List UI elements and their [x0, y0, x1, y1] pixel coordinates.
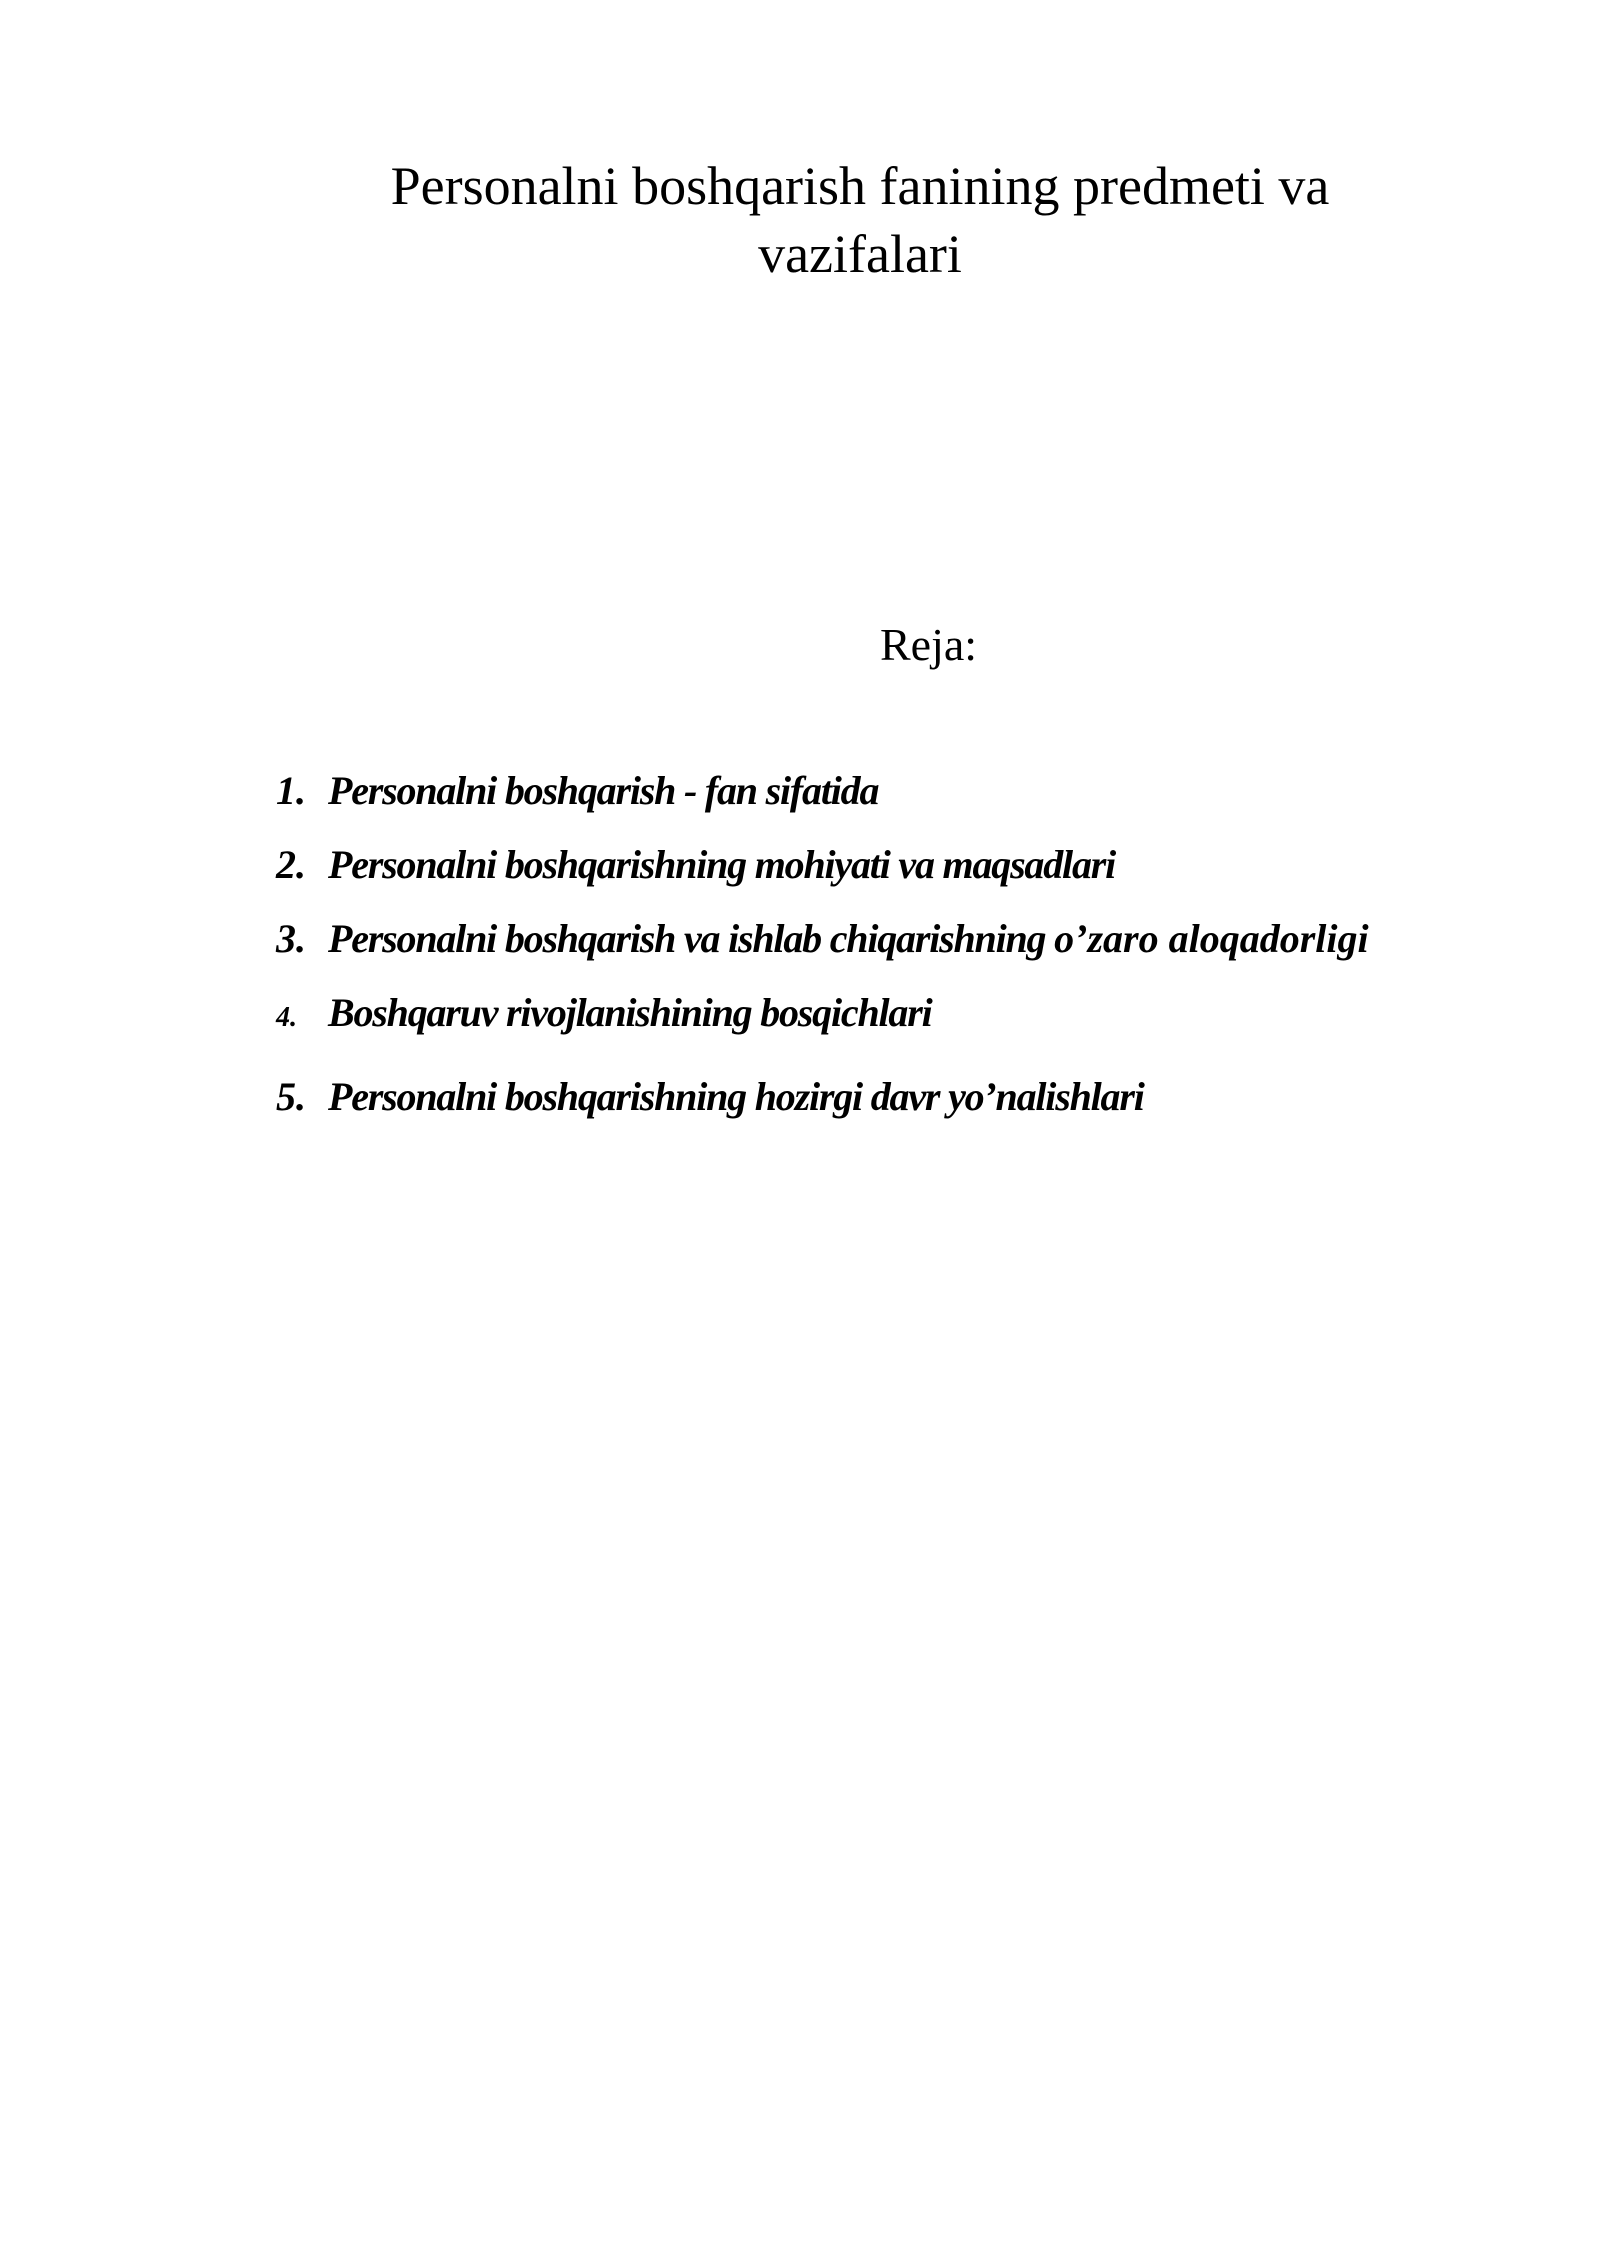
- plan-item-text: Personalni boshqarish va ishlab chiqarishning: [328, 916, 1055, 961]
- plan-item-4: [276, 988, 931, 1043]
- plan-item-5: [276, 1072, 1144, 1122]
- plan-item-text: Personalni boshqarish - fan sifatida: [328, 768, 879, 813]
- plan-item-number: 4.: [276, 1002, 297, 1033]
- plan-item-text-tail: o’zaro aloqadorligi: [1054, 916, 1369, 961]
- document-title: Personalni boshqarish fanining predmeti va vazifalari: [390, 156, 1330, 284]
- plan-item-3: [276, 914, 1369, 964]
- plan-item-1: [276, 766, 878, 816]
- plan-item-text: Personalni boshqarishning hozirgi davr yo’nalishlari: [328, 1074, 1144, 1119]
- plan-item-text: Personalni boshqarishning mohiyati va maqsadlari: [328, 842, 1116, 887]
- plan-item-number: 2.: [276, 842, 306, 887]
- plan-item-number: 1.: [276, 768, 306, 813]
- plan-item-number: 3.: [276, 916, 306, 961]
- plan-heading: Reja:: [880, 619, 978, 670]
- plan-item-number: 5.: [276, 1074, 306, 1119]
- plan-item-text: Boshqaruv rivojlanishining bosqichlari: [328, 990, 932, 1035]
- plan-item-2: [276, 840, 1115, 890]
